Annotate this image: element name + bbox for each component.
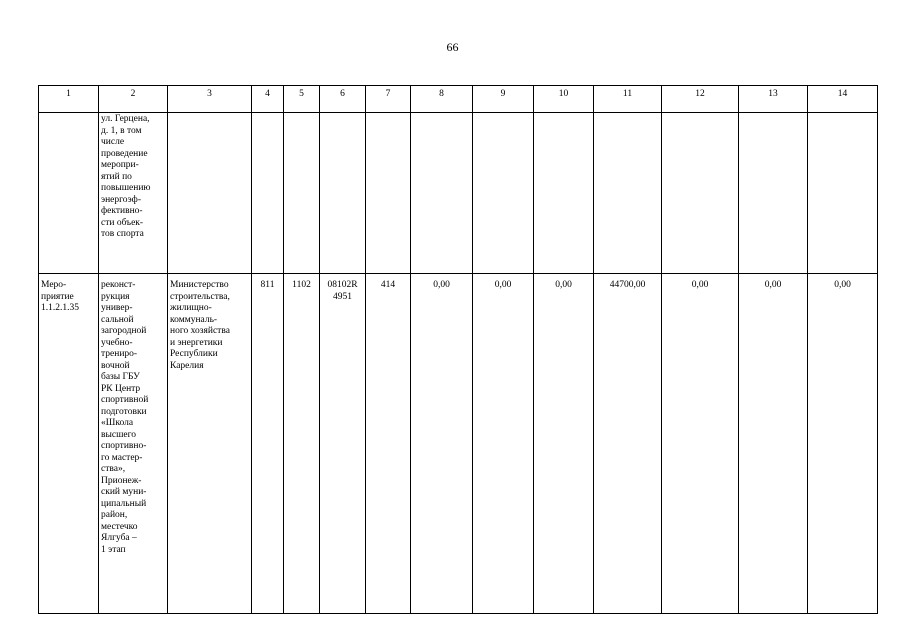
text-line: повышению [101,183,151,193]
text-line: район, [101,510,128,520]
text-line: реконст- [101,280,136,290]
cell-col7: 414 [366,274,411,614]
cell-col10 [534,113,594,274]
text-line: приятие [41,291,74,302]
cell-col12: 0,00 [662,274,739,614]
cell-col9 [473,113,534,274]
text-line: го мастер- [101,452,143,463]
cell-description [99,274,168,614]
text-line: 1 этап [101,544,126,555]
column-header: 13 [739,86,808,113]
cell-col11: 44700,00 [594,274,662,614]
cell-col6 [320,113,366,274]
cell-event [39,274,99,614]
text-line: вочной [101,360,130,371]
column-header: 7 [366,86,411,113]
column-header: 9 [473,86,534,113]
text-line: ятий по [101,171,132,182]
text-line: Министерство [170,280,229,290]
budget-table [38,85,878,614]
column-header: 5 [284,86,320,113]
column-header: 14 [808,86,878,113]
table-row [39,274,878,614]
text-line: сти объек- [101,217,144,228]
cell-col13: 0,00 [739,274,808,614]
cell-col10: 0,00 [534,274,594,614]
column-header: 4 [252,86,284,113]
text-line: д. 1, в том [101,125,142,136]
text-line: высшего [101,429,137,440]
column-header: 3 [168,86,252,113]
text-line: ства», [101,464,126,474]
cell-col9: 0,00 [473,274,534,614]
text-line: меропри- [101,160,139,170]
text-line: 1.1.2.1.35 [41,303,79,313]
text-line: 4951 [333,291,352,302]
table-header-row [39,86,878,113]
text-line: коммуналь- [170,314,218,325]
column-header: 1 [39,86,99,113]
cell-executor [168,113,252,274]
table-row [39,113,878,274]
cell-col13 [739,113,808,274]
text-line: спортивной [101,395,149,405]
text-line: трениро- [101,349,138,359]
text-line: сальной [101,314,134,325]
text-line: местечко [101,521,138,532]
cell-col4 [252,113,284,274]
text-line: учебно- [101,337,133,348]
text-line: ципальный [101,498,147,509]
text-line: спортивно- [101,441,147,451]
text-line: энергоэф- [101,194,141,205]
text-line: тов спорта [101,229,144,239]
page-number: 66 [446,40,459,54]
cell-col6 [320,274,366,614]
cell-col14: 0,00 [808,274,878,614]
text-line: загородной [101,326,147,336]
text-line: рукция [101,291,130,302]
text-line: Ялгуба – [101,533,137,543]
text-line: Меро- [41,280,67,290]
cell-col5: 1102 [284,274,320,614]
text-line: универ- [101,303,133,313]
column-header: 2 [99,86,168,113]
text-line: подготовки [101,406,147,417]
text-line: и энергетики [170,337,223,348]
cell-col7 [366,113,411,274]
text-line: проведение [101,148,148,159]
column-header: 6 [320,86,366,113]
cell-col5 [284,113,320,274]
text-line: 08102R [327,280,358,290]
text-line: фективно- [101,206,143,216]
text-line: базы ГБУ [101,372,140,382]
cell-description [99,113,168,274]
cell-col8 [411,113,473,274]
text-line: ский муни- [101,487,147,497]
text-line: РК Центр [101,383,141,394]
text-line: строительства, [170,291,230,302]
cell-event [39,113,99,274]
text-line: жилищно- [170,303,212,313]
cell-col8: 0,00 [411,274,473,614]
cell-col4: 811 [252,274,284,614]
text-line: Прионеж- [101,475,142,486]
cell-col12 [662,113,739,274]
text-line: «Школа [101,418,134,428]
column-header: 11 [594,86,662,113]
cell-col11 [594,113,662,274]
column-header: 12 [662,86,739,113]
cell-executor [168,274,252,614]
text-line: ного хозяйства [170,326,230,336]
text-line: Республики [170,349,218,359]
text-line: Карелия [170,360,204,371]
column-header: 8 [411,86,473,113]
cell-col14 [808,113,878,274]
text-line: числе [101,137,125,147]
text-line: ул. Герцена, [101,114,150,124]
column-header: 10 [534,86,594,113]
